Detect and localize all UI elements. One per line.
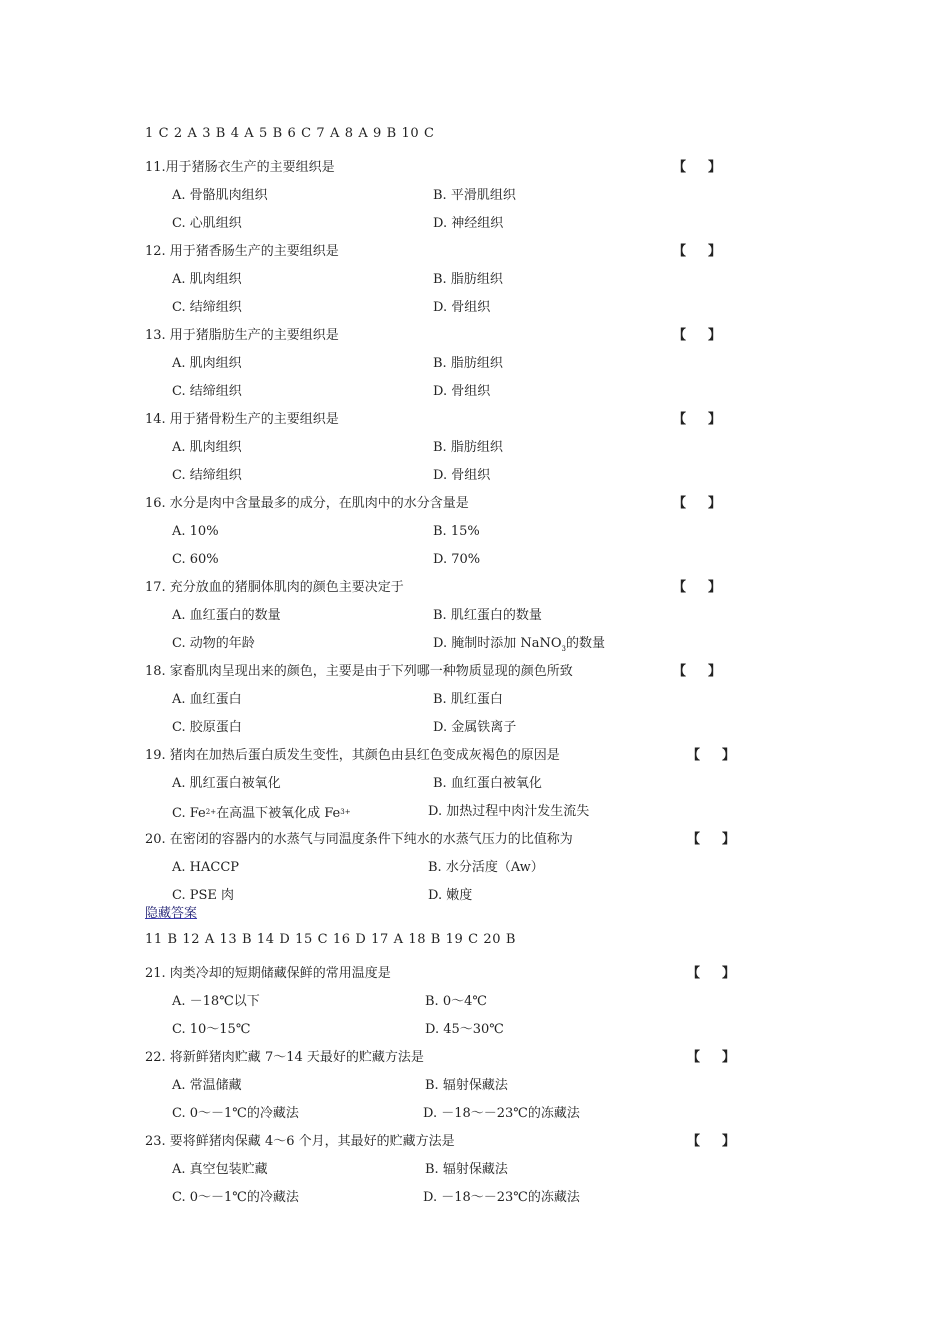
- answer-bracket: 【 】: [673, 160, 722, 175]
- answer-key-11-20: 11 B 12 A 13 B 14 D 15 C 16 D 17 A 18 B 19 C 20 B: [145, 932, 517, 947]
- option-a: A. 常温储藏: [172, 1078, 242, 1093]
- answer-bracket: 【 】: [673, 412, 722, 427]
- option-c: C. 0～－1℃的冷藏法: [172, 1190, 299, 1205]
- option-c: C. 60%: [172, 552, 219, 567]
- option-d: D. 加热过程中肉汁发生流失: [428, 804, 590, 819]
- question-21: 21. 肉类冷却的短期储藏保鲜的常用温度是: [145, 966, 391, 981]
- option-a: A. 血红蛋白的数量: [172, 608, 281, 623]
- answer-bracket: 【 】: [673, 664, 722, 679]
- question-18: 18. 家畜肌肉呈现出来的颜色，主要是由于下列哪一种物质显现的颜色所致: [145, 664, 573, 679]
- option-a: A. 10%: [172, 524, 219, 539]
- option-d: D. 70%: [433, 552, 481, 567]
- option-a: A. 骨骼肌肉组织: [172, 188, 268, 203]
- answer-bracket: 【 】: [673, 580, 722, 595]
- question-11: 11.用于猪肠衣生产的主要组织是: [145, 160, 335, 175]
- option-b: B. 辐射保藏法: [425, 1162, 508, 1177]
- question-14: 14. 用于猪骨粉生产的主要组织是: [145, 412, 339, 427]
- question-23: 23. 要将鲜猪肉保藏 4～6 个月，其最好的贮藏方法是: [145, 1134, 455, 1149]
- option-c: C. 结缔组织: [172, 468, 242, 483]
- option-c: C. PSE 肉: [172, 888, 235, 903]
- option-d: D. 金属铁离子: [433, 720, 517, 735]
- option-a: A. 真空包装贮藏: [172, 1162, 268, 1177]
- option-d: D. 45～30℃: [425, 1022, 504, 1037]
- option-a: A. 血红蛋白: [172, 692, 242, 707]
- option-c: C. 结缔组织: [172, 384, 242, 399]
- option-b: B. 0～4℃: [425, 994, 487, 1009]
- question-19: 19. 猪肉在加热后蛋白质发生变性，其颜色由县红色变成灰褐色的原因是: [145, 748, 560, 763]
- option-b: B. 脂肪组织: [433, 356, 503, 371]
- option-d: D. 嫩度: [428, 888, 473, 903]
- answer-key-1-10: 1 C 2 A 3 B 4 A 5 B 6 C 7 A 8 A 9 B 10 C: [145, 126, 435, 141]
- option-c: C. 10～15℃: [172, 1022, 251, 1037]
- option-d: D. 神经组织: [433, 216, 504, 231]
- question-16: 16. 水分是肉中含量最多的成分，在肌肉中的水分含量是: [145, 496, 469, 511]
- option-b: B. 辐射保藏法: [425, 1078, 508, 1093]
- option-a: A. HACCP: [172, 860, 240, 875]
- option-b: B. 血红蛋白被氧化: [433, 776, 542, 791]
- option-d: D. 骨组织: [433, 468, 491, 483]
- answer-bracket: 【 】: [673, 328, 722, 343]
- question-17: 17. 充分放血的猪胴体肌肉的颜色主要决定于: [145, 580, 404, 595]
- hidden-answer-link[interactable]: 隐藏答案: [145, 906, 198, 921]
- answer-bracket: 【 】: [673, 496, 722, 511]
- option-a: A. －18℃以下: [172, 994, 260, 1009]
- option-a: A. 肌肉组织: [172, 440, 242, 455]
- option-d: D. 骨组织: [433, 300, 491, 315]
- option-b: B. 肌红蛋白的数量: [433, 608, 542, 623]
- question-22: 22. 将新鲜猪肉贮藏 7～14 天最好的贮藏方法是: [145, 1050, 424, 1065]
- answer-bracket: 【 】: [687, 1050, 736, 1065]
- answer-bracket: 【 】: [687, 966, 736, 981]
- option-b: B. 15%: [433, 524, 480, 539]
- option-c: C. 0～－1℃的冷藏法: [172, 1106, 299, 1121]
- answer-bracket: 【 】: [687, 1134, 736, 1149]
- answer-bracket: 【 】: [687, 748, 736, 763]
- option-c: C. 胶原蛋白: [172, 720, 242, 735]
- option-d: D. 腌制时添加 NaNO$_3$的数量: [433, 636, 605, 653]
- question-20: 20. 在密闭的容器内的水蒸气与同温度条件下纯水的水蒸气压力的比值称为: [145, 832, 573, 847]
- option-d: D. －18～－23℃的冻藏法: [423, 1190, 580, 1205]
- question-12: 12. 用于猪香肠生产的主要组织是: [145, 244, 339, 259]
- option-c: C. 心肌组织: [172, 216, 242, 231]
- answer-bracket: 【 】: [687, 832, 736, 847]
- option-b: B. 平滑肌组织: [433, 188, 516, 203]
- option-a: A. 肌肉组织: [172, 272, 242, 287]
- option-a: A. 肌肉组织: [172, 356, 242, 371]
- option-b: B. 脂肪组织: [433, 272, 503, 287]
- answer-bracket: 【 】: [673, 244, 722, 259]
- question-13: 13. 用于猪脂肪生产的主要组织是: [145, 328, 339, 343]
- option-b: B. 脂肪组织: [433, 440, 503, 455]
- option-b: B. 水分活度（Aw）: [428, 860, 544, 875]
- option-c: C. 动物的年龄: [172, 636, 255, 651]
- option-a: A. 肌红蛋白被氧化: [172, 776, 281, 791]
- option-d: D. 骨组织: [433, 384, 491, 399]
- option-c: C. 结缔组织: [172, 300, 242, 315]
- option-b: B. 肌红蛋白: [433, 692, 503, 707]
- option-d: D. －18～－23℃的冻藏法: [423, 1106, 580, 1121]
- option-c: C. $Fe^{2+}$在高温下被氧化成 $Fe^{3+}$: [172, 806, 351, 821]
